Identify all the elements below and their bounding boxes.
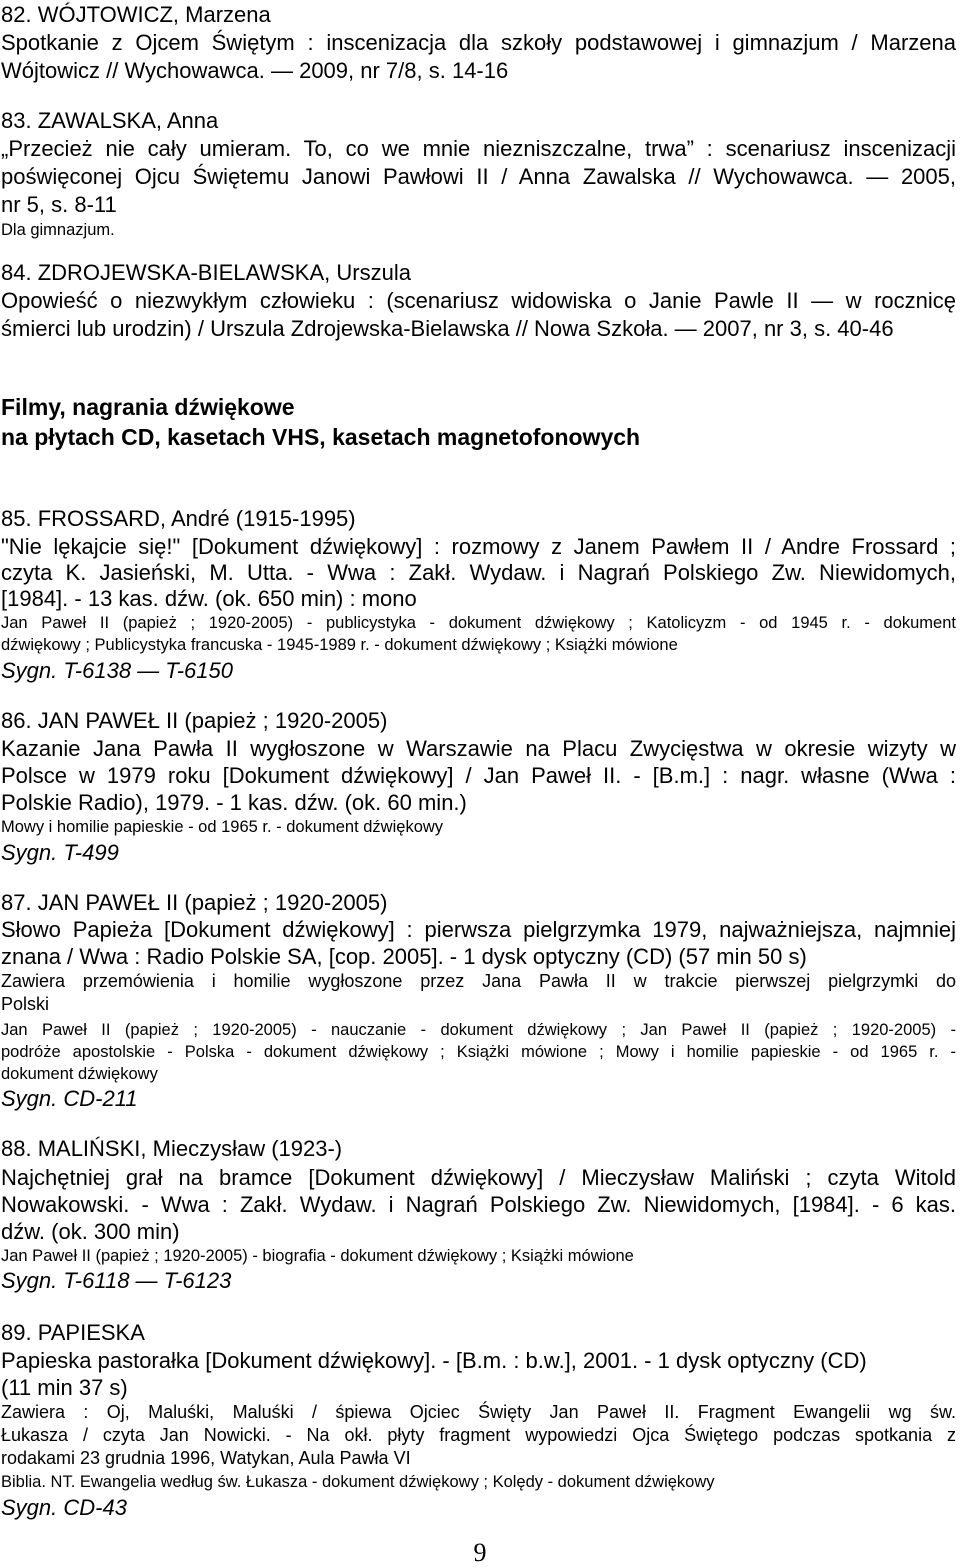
entry-84-title-line: śmierci lub urodzin) / Urszula Zdrojewska-Bielawska // Nowa Szkoła. — 2007, nr 3, s. 40-46 <box>1 316 894 341</box>
entry-85-title-line: [1984]. - 13 kas. dźw. (ok. 650 min) : mono <box>1 586 417 611</box>
entry-83-note: Dla gimnazjum. <box>1 221 115 239</box>
entry-89-signature: Sygn. CD-43 <box>1 1495 127 1520</box>
entry-88-subjects: Jan Paweł II (papież ; 1920-2005) - biografia - dokument dźwiękowy ; Książki mówione <box>1 1247 634 1265</box>
entry-85-signature: Sygn. T-6138 — T-6150 <box>1 658 233 683</box>
entry-83-title-line: „Przecież nie cały umieram. To, co we mnie niezniszczalne, trwa” : scenariusz inscenizacji <box>1 136 956 161</box>
entry-85-title-line: czyta K. Jasieński, M. Utta. - Wwa : Zakł. Wydaw. i Nagrań Polskiego Zw. Niewidomych, <box>1 560 956 585</box>
entry-88-title-line: dźw. (ok. 300 min) <box>1 1219 180 1244</box>
entry-87-title-line: Słowo Papieża [Dokument dźwiękowy] : pierwsza pielgrzymka 1979, najważniejsza, najmniej <box>1 917 956 942</box>
entry-89-title-line: (11 min 37 s) <box>1 1375 128 1400</box>
entry-87-heading: 87. JAN PAWEŁ II (papież ; 1920-2005) <box>1 890 388 915</box>
entry-87-subjects: Jan Paweł II (papież ; 1920-2005) - nauczanie - dokument dźwiękowy ; Jan Paweł II (papież ; 1920-2005) - <box>1 1021 956 1039</box>
entry-85-title-line: "Nie lękajcie się!" [Dokument dźwiękowy] : rozmowy z Janem Pawłem II / Andre Frossard ; <box>1 534 956 559</box>
entry-89-contents: rodakami 23 grudnia 1996, Watykan, Aula Pawła VI <box>1 1448 411 1468</box>
entry-85-subjects: Jan Paweł II (papież ; 1920-2005) - publicystyka - dokument dźwiękowy ; Katolicyzm - od 1945 r. - dokument <box>1 614 956 632</box>
entry-87-subjects: podróże apostolskie - Polska - dokument dźwiękowy ; Książki mówione ; Mowy i homilie papieskie - od 1965 r. - <box>1 1043 956 1061</box>
entry-84-title-line: Opowieść o niezwykłym człowieku : (scenariusz widowiska o Janie Pawle II — w rocznicę <box>1 288 956 313</box>
entry-87-contents: Polski <box>1 994 50 1014</box>
entry-82-title-line: Wójtowicz // Wychowawca. — 2009, nr 7/8, s. 14-16 <box>1 58 509 83</box>
entry-83-heading: 83. ZAWALSKA, Anna <box>1 108 219 133</box>
entry-87-contents: Zawiera przemówienia i homilie wygłoszone przez Jana Pawła II w trakcie pierwszej pielgrzymki do <box>1 971 956 991</box>
entry-83-title-line: nr 5, s. 8-11 <box>1 192 117 217</box>
entry-86-title-line: Kazanie Jana Pawła II wygłoszone w Warszawie na Placu Zwycięstwa w okresie wizyty w <box>1 736 956 761</box>
section-heading-line: na płytach CD, kasetach VHS, kasetach magnetofonowych <box>1 424 641 450</box>
entry-86-heading: 86. JAN PAWEŁ II (papież ; 1920-2005) <box>1 708 388 733</box>
entry-85-heading: 85. FROSSARD, André (1915-1995) <box>1 506 356 531</box>
entry-88-signature: Sygn. T-6118 — T-6123 <box>1 1268 232 1293</box>
entry-88-title-line: Najchętniej grał na bramce [Dokument dźwiękowy] / Mieczysław Maliński ; czyta Witold <box>1 1165 956 1190</box>
entry-83-title-line: poświęconej Ojcu Świętemu Janowi Pawłowi II / Anna Zawalska // Wychowawca. — 2005, <box>1 164 956 189</box>
entry-89-subjects: Biblia. NT. Ewangelia według św. Łukasza - dokument dźwiękowy ; Kolędy - dokument dźwiękowy <box>1 1473 715 1491</box>
entry-85-subjects: dźwiękowy ; Publicystyka francuska - 1945-1989 r. - dokument dźwiękowy ; Książki mówione <box>1 636 678 654</box>
entry-89-title-line: Papieska pastorałka [Dokument dźwiękowy]. - [B.m. : b.w.], 2001. - 1 dysk optyczny (CD) <box>1 1348 867 1373</box>
entry-86-subjects: Mowy i homilie papieskie - od 1965 r. - dokument dźwiękowy <box>1 818 444 836</box>
entry-86-title-line: Polsce w 1979 roku [Dokument dźwiękowy] / Jan Paweł II. - [B.m.] : nagr. własne (Wwa : <box>1 763 956 788</box>
entry-87-title-line: znana / Wwa : Radio Polskie SA, [cop. 2005]. - 1 dysk optyczny (CD) (57 min 50 s) <box>1 944 807 969</box>
entry-89-contents: Łukasza / czyta Jan Nowicki. - Na okł. płyty fragment wypowiedzi Ojca Świętego podczas spotkania z <box>1 1425 956 1445</box>
entry-87-subjects: dokument dźwiękowy <box>1 1065 158 1083</box>
page-number: 9 <box>473 1538 487 1567</box>
entry-87-signature: Sygn. CD-211 <box>1 1086 138 1111</box>
entry-82-heading: 82. WÓJTOWICZ, Marzena <box>1 2 271 27</box>
entry-89-heading: 89. PAPIESKA <box>1 1320 145 1345</box>
entry-88-heading: 88. MALIŃSKI, Mieczysław (1923-) <box>1 1136 343 1161</box>
entry-84-heading: 84. ZDROJEWSKA-BIELAWSKA, Urszula <box>1 260 411 285</box>
entry-82-title-line: Spotkanie z Ojcem Świętym : inscenizacja dla szkoły podstawowej i gimnazjum / Marzena <box>1 30 956 55</box>
entry-86-signature: Sygn. T-499 <box>1 840 119 865</box>
section-heading-line: Filmy, nagrania dźwiękowe <box>1 394 295 420</box>
entry-88-title-line: Nowakowski. - Wwa : Zakł. Wydaw. i Nagrań Polskiego Zw. Niewidomych, [1984]. - 6 kas. <box>1 1192 956 1217</box>
entry-86-title-line: Polskie Radio), 1979. - 1 kas. dźw. (ok. 60 min.) <box>1 790 467 815</box>
entry-89-contents: Zawiera : Oj, Maluśki, Maluśki / śpiewa Ojciec Święty Jan Paweł II. Fragment Ewangelii wg św. <box>1 1402 956 1422</box>
